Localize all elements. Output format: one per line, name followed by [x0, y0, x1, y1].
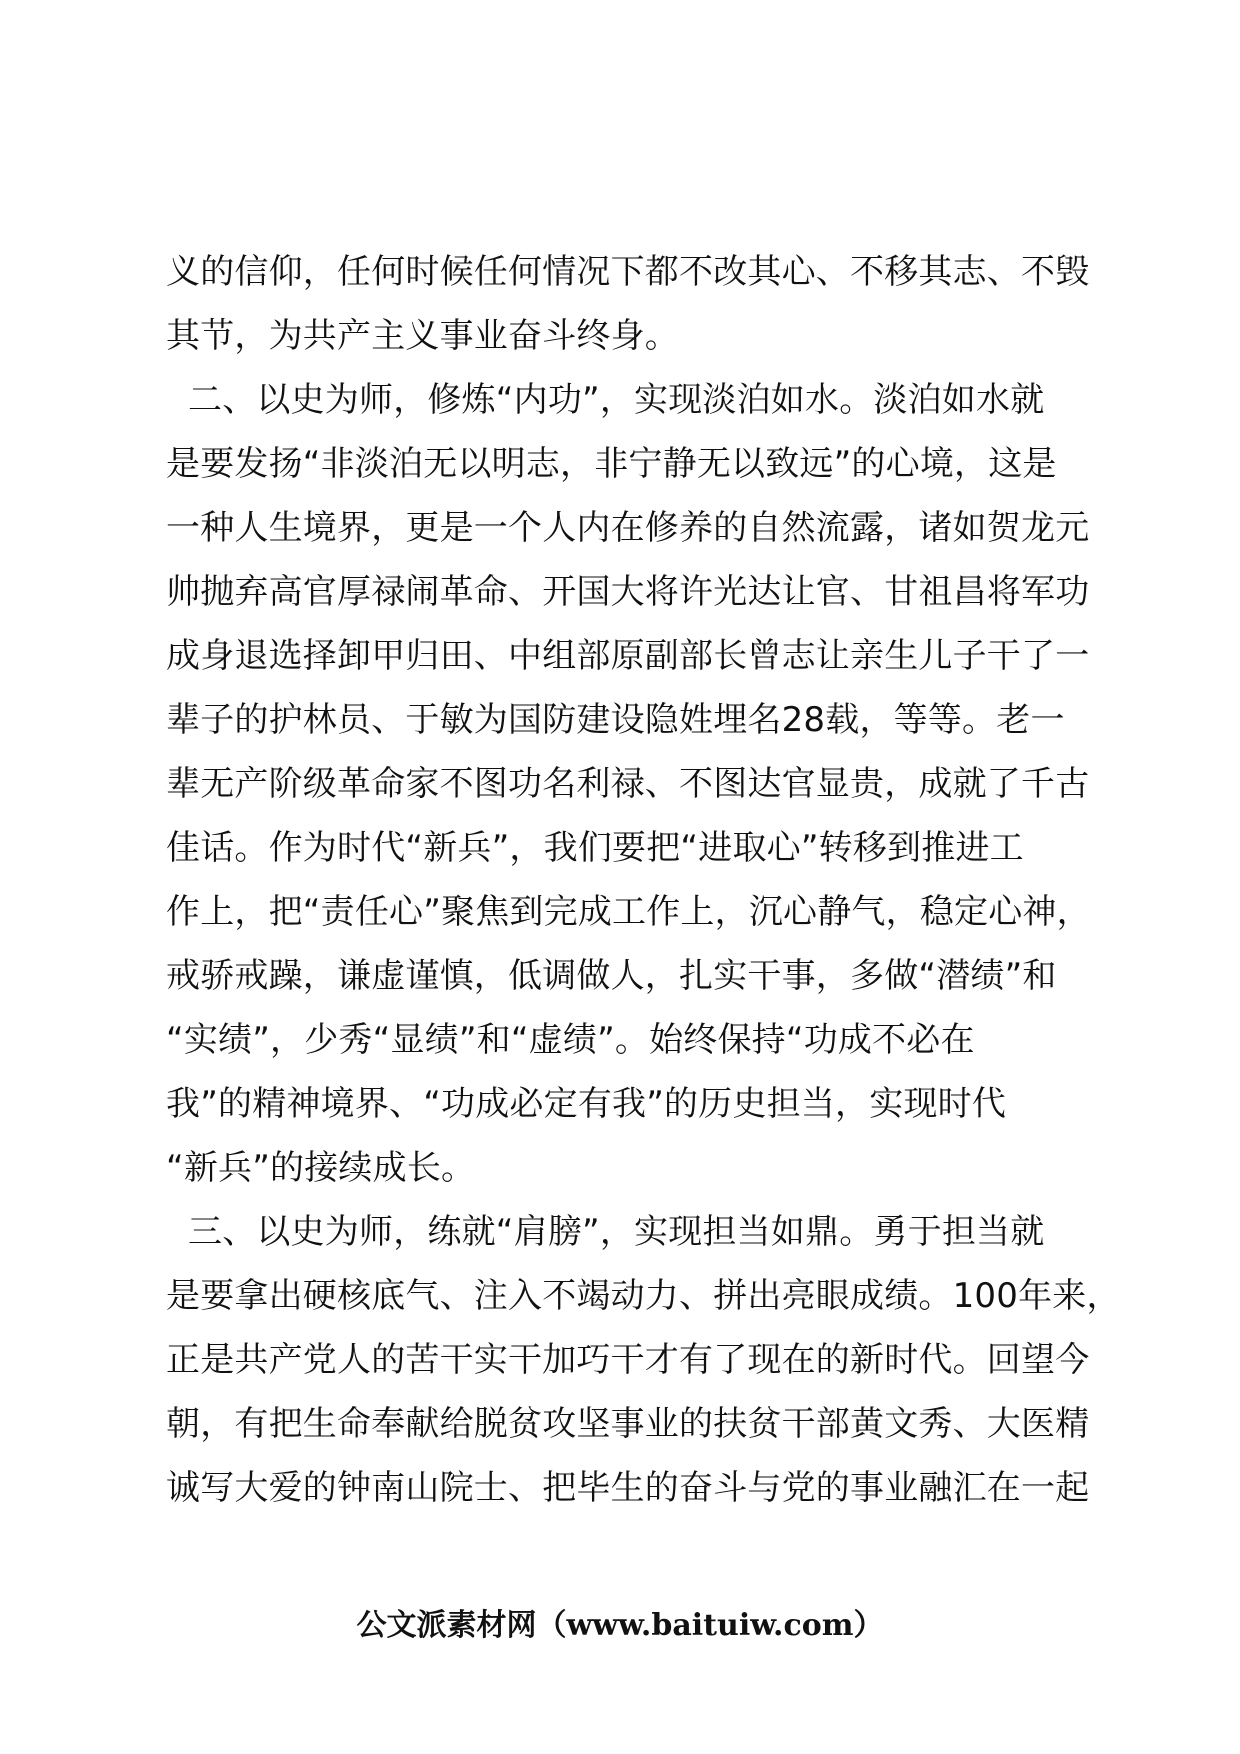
text-line: “实绩”，少秀“显绩”和“虚绩”。始终保持“功成不必在 [166, 1020, 975, 1060]
text-line: 帅抛弃高官厚禄闹革命、开国大将许光达让官、甘祖昌将军功 [166, 572, 1090, 612]
text-line: “新兵”的接续成长。 [166, 1148, 476, 1188]
text-line: 其节，为共产主义事业奋斗终身。 [166, 316, 679, 356]
text-line: 朝，有把生命奉献给脱贫攻坚事业的扶贫干部黄文秀、大医精 [166, 1404, 1090, 1444]
text-line: 诚写大爱的钟南山院士、把毕生的奋斗与党的事业融汇在一起 [166, 1468, 1090, 1508]
section-two-first-line: 二、以史为师，修炼“内功”，实现淡泊如水。淡泊如水就 [188, 380, 1045, 420]
text-line: 辈无产阶级革命家不图功名利禄、不图达官显贵，成就了千古 [166, 764, 1090, 804]
document-body [166, 240, 1121, 1520]
text-line: 作上，把“责任心”聚焦到完成工作上，沉心静气，稳定心神， [166, 892, 1091, 932]
page-footer-watermark: 公文派素材网（www.baituiw.com） [356, 1608, 884, 1643]
text-line: 正是共产党人的苦干实干加巧干才有了现在的新时代。回望今 [166, 1340, 1090, 1380]
text-line: 义的信仰，任何时候任何情况下都不改其心、不移其志、不毁 [166, 252, 1090, 292]
text-line: 辈子的护林员、于敏为国防建设隐姓埋名28载，等等。老一 [166, 700, 1065, 740]
text-line: 成身退选择卸甲归田、中组部原副部长曾志让亲生儿子干了一 [166, 636, 1090, 676]
text-line: 戒骄戒躁，谦虚谨慎，低调做人，扎实干事，多做“潜绩”和 [166, 956, 1057, 996]
text-line: 佳话。作为时代“新兵”，我们要把“进取心”转移到推进工 [166, 828, 1024, 868]
text-line: 是要发扬“非淡泊无以明志，非宁静无以致远”的心境，这是 [166, 444, 1057, 484]
text-line: 一种人生境界，更是一个人内在修养的自然流露，诸如贺龙元 [166, 508, 1090, 548]
section-three-first-line: 三、以史为师，练就“肩膀”，实现担当如鼎。勇于担当就 [188, 1212, 1045, 1252]
text-line: 是要拿出硬核底气、注入不竭动力、拼出亮眼成绩。100年来， [166, 1276, 1121, 1316]
text-line: 我”的精神境界、“功成必定有我”的历史担当，实现时代 [166, 1084, 1007, 1124]
